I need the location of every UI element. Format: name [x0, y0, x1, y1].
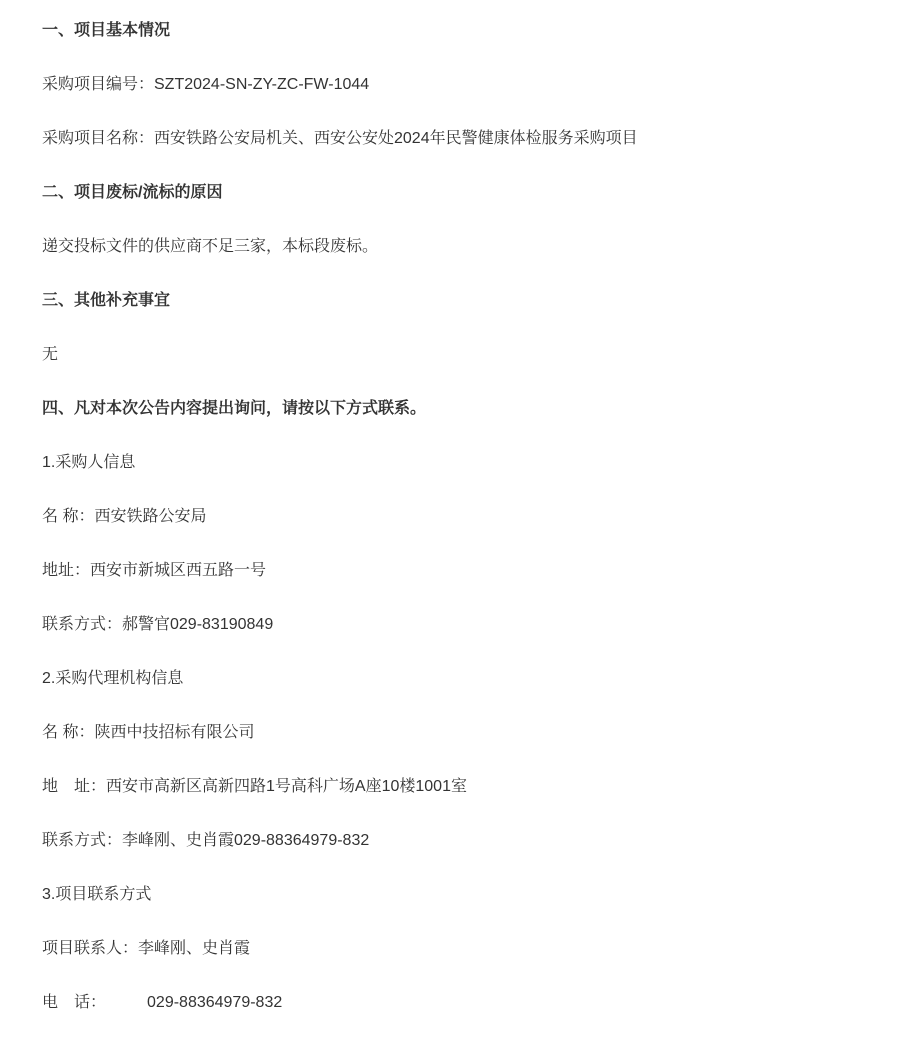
project-contact-person: 项目联系人：李峰刚、史肖霞: [42, 940, 251, 957]
failure-reason-text: 递交投标文件的供应商不足三家，本标段废标。: [42, 238, 379, 255]
section-heading-other-matters: 三、其他补充事宜: [42, 292, 171, 309]
agency-address: 地 址：西安市高新区高新四路1号高科广场A座10楼1001室: [42, 778, 467, 795]
section-heading-failure-reason: 二、项目废标/流标的原因: [42, 184, 223, 201]
project-contact-phone-row: [42, 991, 282, 1015]
phone-label: 电 话：: [42, 994, 107, 1011]
section-heading-contact: 四、凡对本次公告内容提出询问，请按以下方式联系。: [42, 400, 427, 417]
project-contact-heading: 3.项目联系方式: [42, 886, 152, 903]
section-heading-project-basic: 一、项目基本情况: [42, 22, 171, 39]
phone-number: 029-88364979-832: [147, 994, 283, 1011]
purchaser-name: 名 称：西安铁路公安局: [42, 508, 207, 525]
other-matters-text: 无: [42, 346, 59, 363]
agency-info-heading: 2.采购代理机构信息: [42, 670, 184, 687]
agency-contact: 联系方式：李峰刚、史肖霞029-88364979-832: [42, 832, 370, 849]
project-name: 采购项目名称：西安铁路公安局机关、西安公安处2024年民警健康体检服务采购项目: [42, 130, 638, 147]
agency-name: 名 称：陕西中技招标有限公司: [42, 724, 255, 741]
purchaser-info-heading: 1.采购人信息: [42, 454, 136, 471]
project-number: 采购项目编号：SZT2024-SN-ZY-ZC-FW-1044: [42, 76, 370, 93]
purchaser-contact: 联系方式：郝警官029-83190849: [42, 616, 274, 633]
purchaser-address: 地址：西安市新城区西五路一号: [42, 562, 267, 579]
